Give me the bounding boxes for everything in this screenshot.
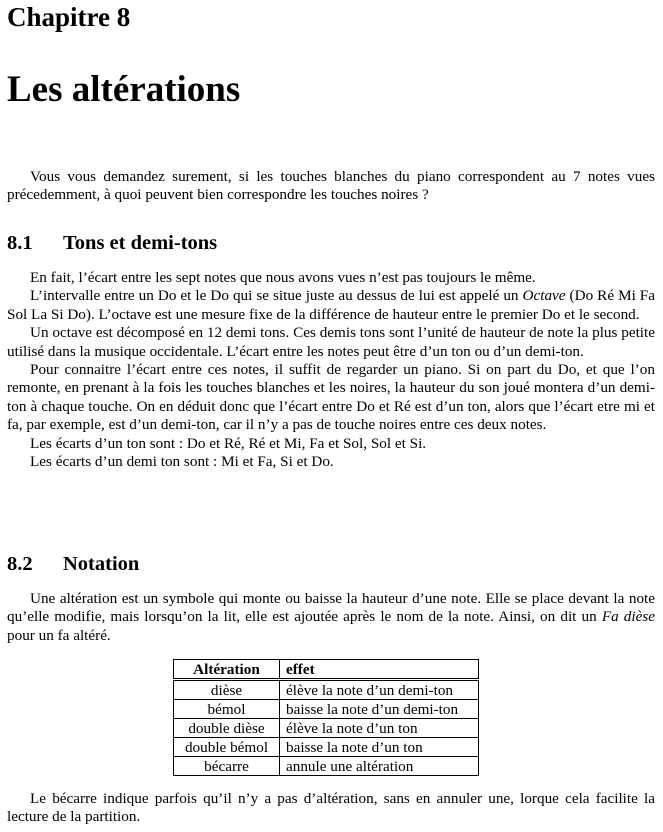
table-cell: bémol (174, 700, 280, 719)
fa-diese-term: Fa dièse (601, 608, 656, 626)
table-cell: baisse la note d’un ton (280, 738, 479, 757)
paragraph-notation: Une altération est un symbole qui monte ou baisse la hauteur d’une note. Elle se place devant la note qu’elle modifie, mais lorsqu’on la lit, elle est ajoutée après le nom de la note. Ainsi, on dit un Fa dièse pour un fa altéré. (7, 590, 656, 644)
column-header: Altération (174, 660, 280, 680)
paragraph: En fait, l’écart entre les sept notes que nous avons vues n’est pas toujours le même. (30, 269, 536, 286)
closing-text: Le bécarre indique parfois qu’il n’y a pas d’altération, sans en annuler une, lorque cela facilite la lecture de la partition. (7, 790, 655, 826)
chapter-title: Les altérations (7, 69, 241, 110)
section-heading-8-2 (7, 552, 139, 576)
table-row (174, 757, 479, 776)
section-title: Notation (63, 553, 140, 575)
paragraph: Les écarts d’un ton sont : Do et Ré, Ré et Mi, Fa et Sol, Sol et Si. (30, 434, 427, 452)
intro-paragraph (7, 168, 655, 205)
paragraph: Un octave est décomposé en 12 demi tons. Ces demis tons sont l’unité de hauteur de note la plus petite utilisé dans la musique occidentale. L’écart entre les notes peut être d’un ton ou d’un demi-ton. (7, 324, 655, 360)
intro-text: Vous vous demandez surement, si les touches blanches du piano correspondent au 7 notes vues précedemment, à quoi peuvent bien correspondre les touches noires ? (7, 168, 655, 204)
section-8-1-body (7, 269, 655, 471)
table-row (174, 719, 479, 738)
table-header-row (174, 660, 479, 680)
table-cell: élève la note d’un demi-ton (280, 680, 479, 700)
table-cell: double dièse (174, 719, 280, 738)
paragraph: Pour connaitre l’écart entre ces notes, il suffit de regarder un piano. Si on part du Do, et que l’on remonte, en prenant à la fois les touches blanches et les noires, la hauteur du son joué montera d’un demi-ton à chaque touche. On en déduit donc que l’écart entre Do et Ré est d’un ton, alors que l’écart etre mi et fa, par exemple, est d’un demi-ton, car il n’y a pas de touche noires entre ces deux notes. (7, 361, 655, 434)
table-row (174, 738, 479, 757)
paragraph-octave: L’intervalle entre un Do et le Do qui se situe juste au dessus de lui est appelé un Octave (Do Ré Mi Fa Sol La Si Do). L’octave est une mesure fixe de la différence de hauteur entre le premier Do et le second. (7, 287, 655, 323)
closing-paragraph (7, 790, 655, 827)
section-number: 8.2 (7, 553, 33, 575)
column-header: effet (280, 660, 479, 680)
table-cell: double bémol (174, 738, 280, 757)
chapter-label: Chapitre 8 (7, 2, 131, 32)
alteration-table-wrapper (173, 659, 479, 776)
table-row (174, 700, 479, 719)
alteration-table (173, 659, 479, 776)
section-title: Tons et demi-tons (63, 232, 218, 254)
table-cell: élève la note d’un ton (280, 719, 479, 738)
section-8-2-body (7, 590, 655, 645)
table-cell: bécarre (174, 757, 280, 776)
table-cell: dièse (174, 680, 280, 700)
table-cell: annule une altération (280, 757, 479, 776)
table-cell: baisse la note d’un demi-ton (280, 700, 479, 719)
paragraph: Les écarts d’un demi ton sont : Mi et Fa, Si et Do. (30, 453, 334, 471)
section-number: 8.1 (7, 232, 33, 254)
section-heading-8-1 (7, 231, 217, 255)
octave-term: Octave (522, 287, 566, 305)
table-row (174, 680, 479, 700)
